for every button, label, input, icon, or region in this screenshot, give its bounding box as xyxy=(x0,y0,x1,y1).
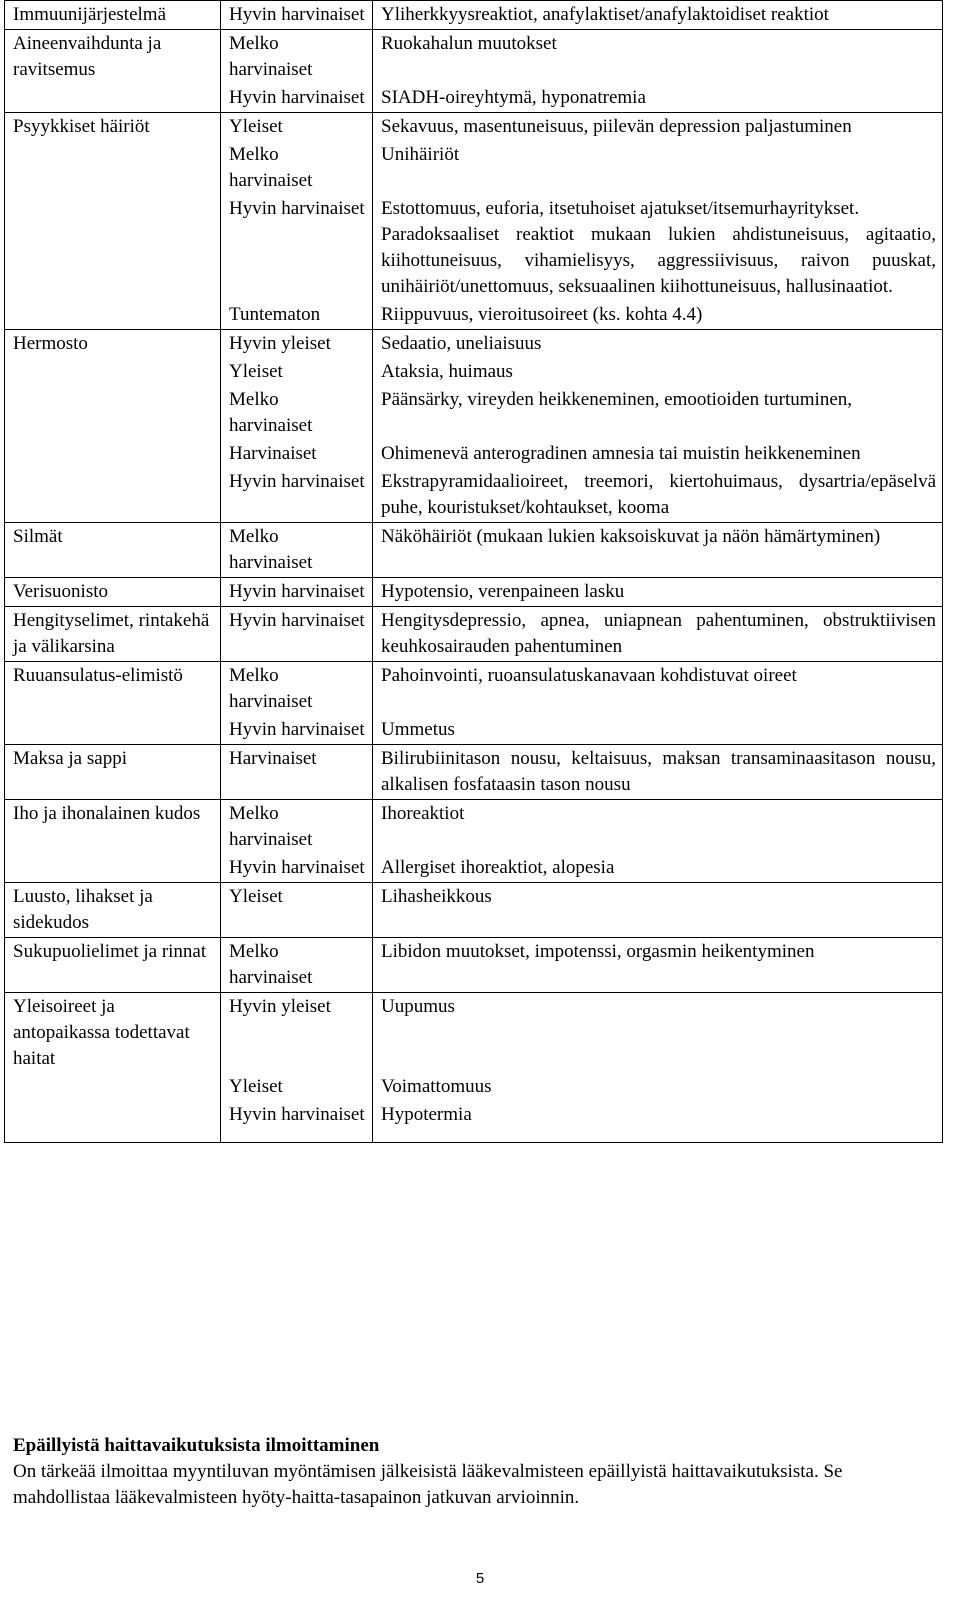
frequency-cell: Tuntematon xyxy=(221,301,373,330)
frequency-cell: Melko harvinaiset xyxy=(221,386,373,440)
adverse-effect-cell: Ruokahalun muutokset xyxy=(373,30,943,85)
organ-class-cell xyxy=(5,358,221,386)
table-row xyxy=(5,523,943,578)
reporting-section xyxy=(13,1433,943,1511)
organ-class-cell: Silmät xyxy=(5,523,221,578)
adverse-effect-cell: Allergiset ihoreaktiot, alopesia xyxy=(373,854,943,883)
organ-class-cell xyxy=(5,854,221,883)
table-row xyxy=(5,30,943,85)
frequency-cell: Hyvin harvinaiset xyxy=(221,1101,373,1143)
adverse-effect-cell: Ekstrapyramidaalioireet, treemori, kiertohuimaus, dysartria/epäselvä puhe, kouristukset/kohtaukset, kooma xyxy=(373,468,943,523)
table-row xyxy=(5,330,943,359)
frequency-cell: Melko harvinaiset xyxy=(221,523,373,578)
table-row xyxy=(5,662,943,717)
adverse-effect-cell: Sedaatio, uneliaisuus xyxy=(373,330,943,359)
adverse-effect-cell: Ummetus xyxy=(373,716,943,745)
table-row xyxy=(5,358,943,386)
table-row xyxy=(5,800,943,855)
table-row xyxy=(5,301,943,330)
frequency-cell: Melko harvinaiset xyxy=(221,800,373,855)
frequency-cell: Hyvin harvinaiset xyxy=(221,716,373,745)
frequency-cell: Hyvin harvinaiset xyxy=(221,607,373,662)
frequency-cell: Hyvin yleiset xyxy=(221,330,373,359)
adverse-effects-table xyxy=(4,0,943,1143)
organ-class-cell xyxy=(5,1101,221,1143)
organ-class-cell: Ruuansulatus-elimistö xyxy=(5,662,221,717)
table-row xyxy=(5,1101,943,1143)
organ-class-cell: Maksa ja sappi xyxy=(5,745,221,800)
adverse-effect-cell: Unihäiriöt xyxy=(373,141,943,195)
frequency-cell: Hyvin yleiset xyxy=(221,993,373,1074)
organ-class-cell xyxy=(5,84,221,113)
frequency-cell: Yleiset xyxy=(221,113,373,142)
adverse-effect-cell: Uupumus xyxy=(373,993,943,1074)
table-row xyxy=(5,468,943,523)
organ-class-cell: Hengityselimet, rintakehä ja välikarsina xyxy=(5,607,221,662)
table-row xyxy=(5,440,943,468)
organ-class-cell xyxy=(5,440,221,468)
frequency-cell: Hyvin harvinaiset xyxy=(221,84,373,113)
frequency-cell: Yleiset xyxy=(221,358,373,386)
frequency-cell: Hyvin harvinaiset xyxy=(221,1,373,30)
organ-class-cell xyxy=(5,1073,221,1101)
organ-class-cell: Verisuonisto xyxy=(5,578,221,607)
adverse-effect-cell: Estottomuus, euforia, itsetuhoiset ajatukset/itsemurhayritykset. Paradoksaaliset reaktiot mukaan lukien ahdistuneisuus, agitaatio, kiihottuneisuus, vihamielisyys, aggressiivisuus, raivon puuskat, unihäiriöt/unettomuus, seksuaalinen kiihottuneisuus, hallusinaatiot. xyxy=(373,195,943,301)
frequency-cell: Melko harvinaiset xyxy=(221,938,373,993)
organ-class-cell xyxy=(5,301,221,330)
adverse-effect-cell: Bilirubiinitason nousu, keltaisuus, maksan transaminaasitason nousu, alkalisen fosfataasin tason nousu xyxy=(373,745,943,800)
adverse-effect-cell: Riippuvuus, vieroitusoireet (ks. kohta 4.4) xyxy=(373,301,943,330)
organ-class-cell: Luusto, lihakset ja sidekudos xyxy=(5,883,221,938)
organ-class-cell: Psyykkiset häiriöt xyxy=(5,113,221,142)
frequency-cell: Yleiset xyxy=(221,883,373,938)
organ-class-cell: Hermosto xyxy=(5,330,221,359)
table-row xyxy=(5,745,943,800)
organ-class-cell xyxy=(5,716,221,745)
organ-class-cell: Sukupuolielimet ja rinnat xyxy=(5,938,221,993)
adverse-effect-cell: Ohimenevä anterogradinen amnesia tai muistin heikkeneminen xyxy=(373,440,943,468)
adverse-effect-cell: Voimattomuus xyxy=(373,1073,943,1101)
frequency-cell: Hyvin harvinaiset xyxy=(221,578,373,607)
adverse-effect-cell: Hypotermia xyxy=(373,1101,943,1143)
table-row xyxy=(5,386,943,440)
adverse-effect-cell: SIADH-oireyhtymä, hyponatremia xyxy=(373,84,943,113)
adverse-effect-cell: Yliherkkyysreaktiot, anafylaktiset/anafylaktoidiset reaktiot xyxy=(373,1,943,30)
frequency-cell: Hyvin harvinaiset xyxy=(221,195,373,301)
organ-class-cell xyxy=(5,468,221,523)
table-row xyxy=(5,84,943,113)
frequency-cell: Yleiset xyxy=(221,1073,373,1101)
table-row xyxy=(5,1,943,30)
organ-class-cell: Immuunijärjestelmä xyxy=(5,1,221,30)
table-row xyxy=(5,854,943,883)
table-row xyxy=(5,993,943,1074)
reporting-heading: Epäillyistä haittavaikutuksista ilmoittaminen xyxy=(13,1435,380,1456)
adverse-effect-cell: Libidon muutokset, impotenssi, orgasmin heikentyminen xyxy=(373,938,943,993)
page-number: 5 xyxy=(475,1570,485,1587)
adverse-effect-cell: Hengitysdepressio, apnea, uniapnean pahentuminen, obstruktiivisen keuhkosairauden pahentuminen xyxy=(373,607,943,662)
frequency-cell: Melko harvinaiset xyxy=(221,662,373,717)
adverse-effect-cell: Ataksia, huimaus xyxy=(373,358,943,386)
adverse-effects-table-body xyxy=(5,1,943,1143)
adverse-effect-cell: Päänsärky, vireyden heikkeneminen, emootioiden turtuminen, xyxy=(373,386,943,440)
table-row xyxy=(5,1073,943,1101)
frequency-cell: Hyvin harvinaiset xyxy=(221,468,373,523)
adverse-effect-cell: Hypotensio, verenpaineen lasku xyxy=(373,578,943,607)
adverse-effect-cell: Pahoinvointi, ruoansulatuskanavaan kohdistuvat oireet xyxy=(373,662,943,717)
adverse-effect-cell: Ihoreaktiot xyxy=(373,800,943,855)
table-row xyxy=(5,883,943,938)
organ-class-cell: Yleisoireet ja antopaikassa todettavat haitat xyxy=(5,993,221,1074)
table-row xyxy=(5,113,943,142)
table-row xyxy=(5,141,943,195)
frequency-cell: Melko harvinaiset xyxy=(221,30,373,85)
adverse-effect-cell: Näköhäiriöt (mukaan lukien kaksoiskuvat ja näön hämärtyminen) xyxy=(373,523,943,578)
frequency-cell: Harvinaiset xyxy=(221,745,373,800)
frequency-cell: Harvinaiset xyxy=(221,440,373,468)
table-row xyxy=(5,938,943,993)
organ-class-cell xyxy=(5,195,221,301)
organ-class-cell xyxy=(5,141,221,195)
adverse-effect-cell: Sekavuus, masentuneisuus, piilevän depression paljastuminen xyxy=(373,113,943,142)
frequency-cell: Hyvin harvinaiset xyxy=(221,854,373,883)
reporting-paragraph: On tärkeää ilmoittaa myyntiluvan myöntämisen jälkeisistä lääkevalmisteen epäillyistä haittavaikutuksista. Se mahdollistaa lääkevalmisteen hyöty-haitta-tasapainon jatkuvan arvioinnin. xyxy=(13,1461,843,1508)
table-row xyxy=(5,578,943,607)
table-row xyxy=(5,607,943,662)
organ-class-cell: Aineenvaihdunta ja ravitsemus xyxy=(5,30,221,85)
table-row xyxy=(5,716,943,745)
organ-class-cell xyxy=(5,386,221,440)
frequency-cell: Melko harvinaiset xyxy=(221,141,373,195)
table-row xyxy=(5,195,943,301)
adverse-effect-cell: Lihasheikkous xyxy=(373,883,943,938)
organ-class-cell: Iho ja ihonalainen kudos xyxy=(5,800,221,855)
